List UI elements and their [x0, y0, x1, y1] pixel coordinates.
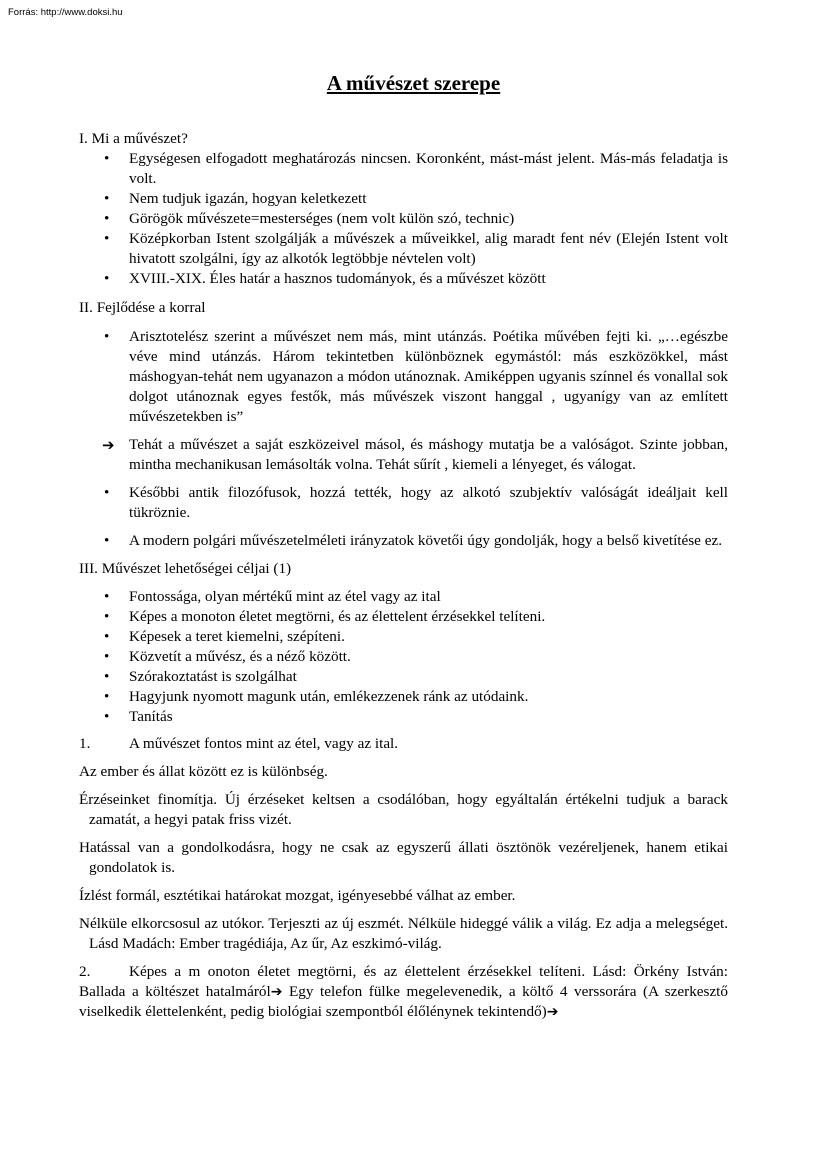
point-number: 2.: [79, 963, 91, 980]
arrow-right-icon: ➔: [270, 984, 283, 1000]
paragraph: Nélküle elkorcsosul az utókor. Terjeszti az új eszmét. Nélküle hideggé válik a világ. Ez adja a melegséget. Lásd Madách: Ember tragédiája, Az űr, Az eszkimó-világ.: [79, 915, 728, 952]
arrow-right-icon: ➔: [546, 1004, 559, 1020]
bullet-icon: •: [104, 328, 110, 345]
bullet-icon: •: [104, 150, 110, 167]
bullet-icon: •: [104, 688, 110, 705]
section-heading-1: I. Mi a művészet?: [79, 130, 188, 147]
bullet-icon: •: [104, 532, 110, 549]
list-item: • Képesek a teret kiemelni, szépíteni.: [104, 628, 345, 645]
section-heading-2: II. Fejlődése a korral: [79, 299, 206, 316]
bullet-icon: •: [104, 230, 110, 247]
list-item: • Nem tudjuk igazán, hogyan keletkezett: [104, 190, 367, 207]
paragraph: Ízlést formál, esztétikai határokat mozgat, igényesebbé válhat az ember.: [79, 887, 516, 904]
bullet-icon: •: [104, 648, 110, 665]
list-item: • Arisztotelész szerint a művészet nem más, mint utánzás. Poétika művében fejti ki. „…egészbe véve mind utánzás. Három tekintetben különböznek egymástól: más eszközökkel, mást máshogyan-tehát nem ugyanazon a módon utánoznak. Amiképpen ugyanis színnel és vonallal sok dolgot utánoznak egyes festők, más művészek viszont hanggal , ugyanígy van az említett művészetekben is”: [104, 328, 728, 425]
list-item: • Későbbi antik filozófusok, hozzá tették, hogy az alkotó szubjektív valóságát ideáljait kell tükröznie.: [104, 484, 728, 521]
bullet-icon: •: [104, 608, 110, 625]
list-item: • Tanítás: [104, 708, 173, 725]
arrow-right-icon: ➔: [102, 436, 115, 454]
bullet-icon: •: [104, 190, 110, 207]
list-item: • Szórakoztatást is szolgálhat: [104, 668, 297, 685]
section-heading-3: III. Művészet lehetőségei céljai (1): [79, 560, 292, 577]
list-item: • Fontossága, olyan mértékű mint az étel vagy az ital: [104, 588, 441, 605]
bullet-icon: •: [104, 668, 110, 685]
list-item: • Képes a monoton életet megtörni, és az élettelent érzésekkel telíteni.: [104, 608, 546, 625]
document-body: [79, 129, 728, 1022]
source-watermark: Forrás: http://www.doksi.hu: [8, 7, 123, 18]
bullet-icon: •: [104, 628, 110, 645]
section-3-list: [79, 587, 728, 727]
page-title: A művészet szerepe: [326, 71, 501, 95]
bullet-icon: •: [104, 708, 110, 725]
list-item: • Közvetít a művész, és a néző között.: [104, 648, 351, 665]
point-text: Képes a m onoton életet megtörni, és az élettelent érzésekkel telíteni. Lásd: Örkény István: Ballada a költészet hatalmáról: [79, 963, 728, 1000]
paragraph: Hatással van a gondolkodásra, hogy ne csak az egyszerű állati ösztönök vezéreljenek, hanem etikai gondolatok is.: [79, 839, 728, 876]
list-item: • Görögök művészete=mesterséges (nem volt külön szó, technic): [104, 210, 515, 227]
section-2-list: [79, 327, 728, 551]
numbered-point-1: [79, 734, 728, 754]
list-item: • Középkorban Istent szolgálják a művészek a műveikkel, alig maradt fent név (Elején Istent volt hivatott szolgálni, így az alkotók legtöbbje névtelen volt): [104, 230, 728, 267]
list-item: • Egységesen elfogadott meghatározás nincsen. Koronként, mást-mást jelent. Más-más feladatja is volt.: [104, 150, 728, 187]
list-item: ➔ Tehát a művészet a saját eszközeivel másol, és máshogy mutatja be a valóságot. Szinte jobban, mintha mechanikusan lemásolták volna. Tehát sűrít , kiemeli a lényeget, és válogat.: [102, 436, 728, 473]
bullet-icon: •: [104, 588, 110, 605]
point-text: A művészet fontos mint az étel, vagy az ital.: [129, 735, 399, 752]
list-item: • A modern polgári művészetelméleti irányzatok követői úgy gondolják, hogy a belső kivetítése ez.: [104, 532, 722, 549]
paragraph: Érzéseinket finomítja. Új érzéseket keltsen a csodálóban, hogy egyáltalán értékelni tudjuk a barack zamatát, a hegyi patak friss vizét.: [79, 791, 728, 828]
numbered-point-2: [79, 962, 728, 1022]
list-item: • Hagyjunk nyomott magunk után, emlékezzenek ránk az utódaink.: [104, 688, 529, 705]
bullet-icon: •: [104, 210, 110, 227]
section-1-list: [79, 149, 728, 289]
point-number: 1.: [79, 735, 91, 752]
point-text-continued: Egy telefon fülke megelevenedik, a költő 4 verssorára (A szerkesztő viselkedik élettelenként, pedig biológiai szempontból élőlénynek tekintendő): [79, 983, 728, 1020]
list-item: • XVIII.-XIX. Éles határ a hasznos tudományok, és a művészet között: [104, 270, 546, 287]
bullet-icon: •: [104, 270, 110, 287]
paragraph: Az ember és állat között ez is különbség.: [79, 763, 328, 780]
bullet-icon: •: [104, 484, 110, 501]
